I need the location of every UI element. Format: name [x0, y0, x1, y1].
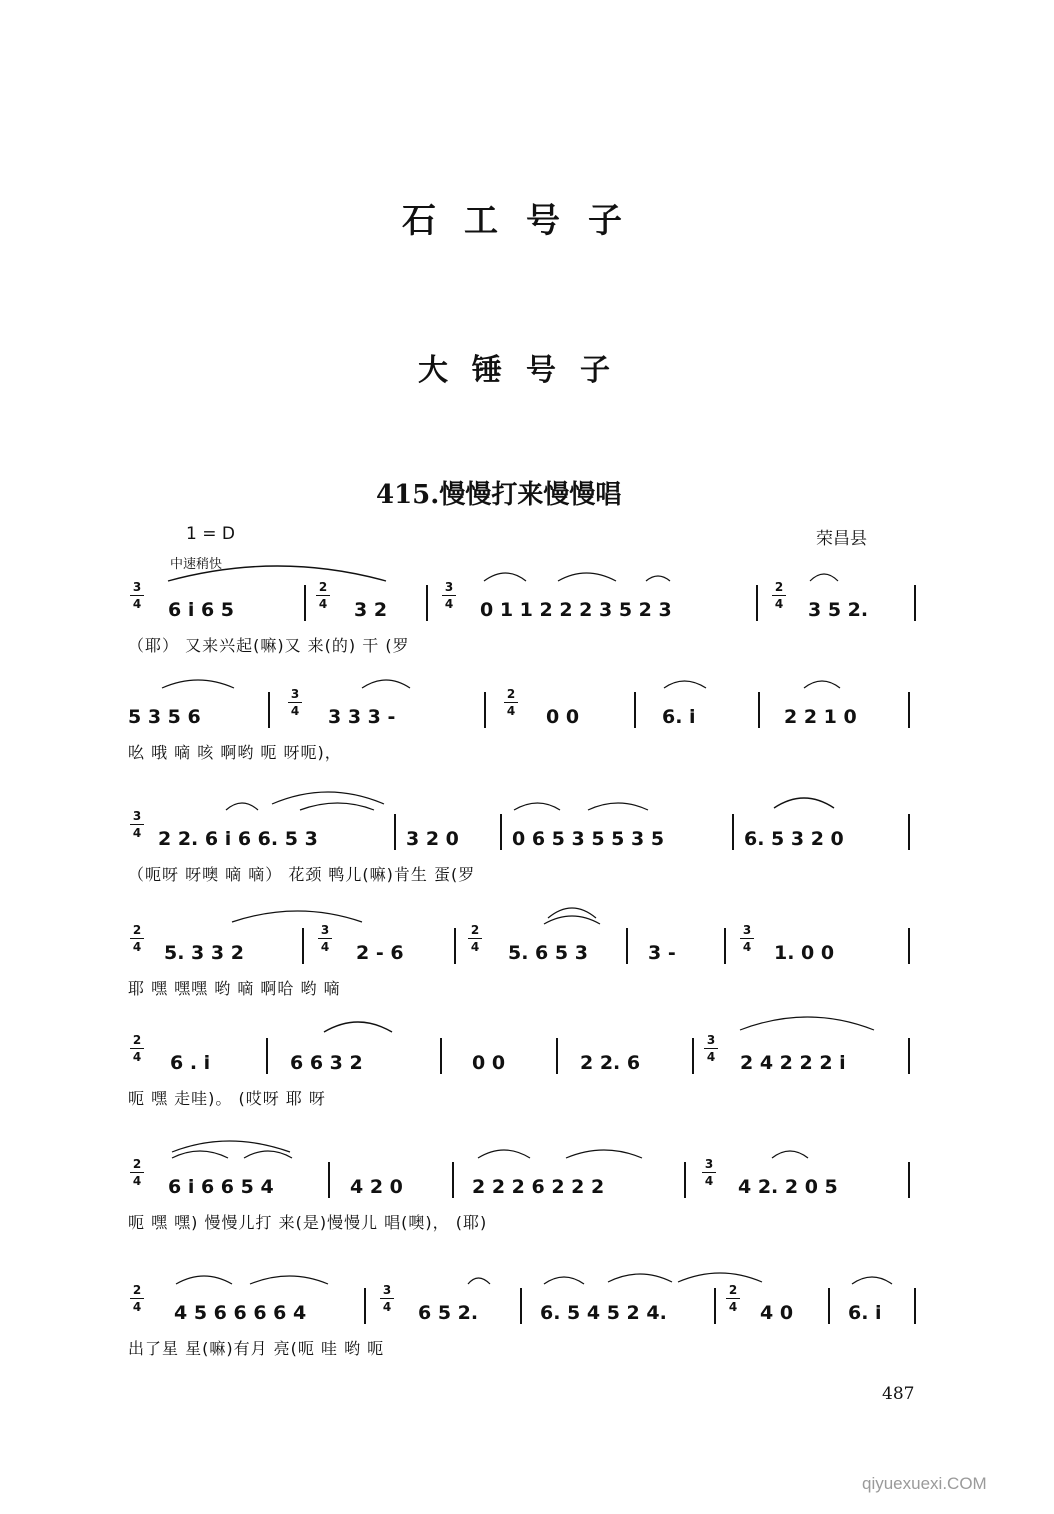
section-title: 大锤号子: [418, 353, 634, 388]
category-title: 石工号子: [402, 201, 650, 241]
slur-marks: [128, 658, 918, 698]
notes-token: 2 2. 6: [580, 1052, 641, 1074]
notation-row: [128, 580, 918, 627]
notes-token: 3 2: [354, 599, 388, 621]
time-signature: 2 4: [130, 1032, 144, 1065]
time-signature: 2 4: [468, 922, 482, 955]
region-label: 荣昌县: [816, 529, 867, 549]
notation-row: [128, 809, 918, 856]
notation-row: [128, 923, 918, 970]
notes-token: 3 3 3 -: [328, 706, 396, 728]
notes-token: 4 2 0: [350, 1176, 403, 1198]
time-signature: 2 4: [130, 1156, 144, 1189]
slur-marks: [128, 1004, 918, 1044]
lyric-row: 呃 嘿 走哇)。 (哎呀 耶 呀: [128, 1089, 326, 1108]
notes-token: 3 5 2.: [808, 599, 869, 621]
lyric-row: （耶） 又来兴起(嘛)又 来(的) 干 (罗: [128, 636, 410, 655]
notation-row: [128, 1033, 918, 1080]
notes-token: 6. i: [662, 706, 696, 728]
notes-token: 6 5 2.: [418, 1302, 479, 1324]
time-signature: 3 4: [318, 922, 332, 955]
notes-token: 5 3 5 6: [128, 706, 201, 728]
slur-marks: [128, 780, 918, 820]
slur-marks: [128, 894, 918, 934]
notation-row: [128, 687, 918, 734]
notes-token: 1. 0 0: [774, 942, 835, 964]
time-signature: 3 4: [704, 1032, 718, 1065]
notes-token: 6. 5 3 2 0: [744, 828, 844, 850]
lyric-row: 呃 嘿 嘿) 慢慢儿打 来(是)慢慢儿 唱(噢)， (耶): [128, 1213, 488, 1232]
time-signature: 2 4: [772, 579, 786, 612]
notes-token: 6. i: [848, 1302, 882, 1324]
notes-token: 4 2. 2 0 5: [738, 1176, 838, 1198]
key-signature: 1 = D: [186, 524, 235, 544]
notes-token: 0 0: [546, 706, 580, 728]
slur-marks: [128, 1128, 918, 1168]
notes-token: 0 6 5 3 5 5 3 5: [512, 828, 665, 850]
notes-token: 0 1 1 2 2 2 3 5 2 3: [480, 599, 672, 621]
notes-token: 2 2 2 6 2 2 2: [472, 1176, 605, 1198]
time-signature: 2 4: [130, 922, 144, 955]
notation-row: [128, 1283, 918, 1330]
notes-token: 5. 3 3 2: [164, 942, 244, 964]
time-signature: 2 4: [130, 1282, 144, 1315]
tempo-marking: 中速稍快: [170, 557, 223, 572]
lyric-row: 出了星 星(嘛)有月 亮(呃 哇 哟 呃: [128, 1339, 385, 1358]
time-signature: 3 4: [130, 808, 144, 841]
notes-token: 5. 6 5 3: [508, 942, 588, 964]
lyric-row: 吆 哦 嘀 咳 啊哟 呃 呀呃)，: [128, 743, 342, 762]
notes-token: 6 6 3 2: [290, 1052, 363, 1074]
time-signature: 3 4: [130, 579, 144, 612]
notes-token: 6 . i: [170, 1052, 211, 1074]
time-signature: 3 4: [702, 1156, 716, 1189]
notes-token: 6 i 6 6 5 4: [168, 1176, 274, 1198]
time-signature: 3 4: [288, 686, 302, 719]
slur-marks: [128, 551, 918, 591]
time-signature: 3 4: [442, 579, 456, 612]
notation-row: [128, 1157, 918, 1204]
notes-token: 3 -: [648, 942, 676, 964]
notes-token: 4 5 6 6 6 6 4: [174, 1302, 307, 1324]
time-signature: 3 4: [740, 922, 754, 955]
notes-token: 2 - 6: [356, 942, 404, 964]
notes-token: 0 0: [472, 1052, 506, 1074]
notes-token: 6 i 6 5: [168, 599, 235, 621]
time-signature: 2 4: [316, 579, 330, 612]
time-signature: 2 4: [726, 1282, 740, 1315]
score-line-7: [0, 1283, 1054, 1396]
lyric-row: 耶 嘿 嘿嘿 哟 嘀 啊哈 哟 嘀: [128, 979, 341, 998]
notes-token: 2 2 1 0: [784, 706, 857, 728]
song-title: 415.慢慢打来慢慢唱: [376, 480, 622, 510]
notes-token: 3 2 0: [406, 828, 459, 850]
time-signature: 3 4: [380, 1282, 394, 1315]
watermark: qiyuexuexi.COM: [862, 1474, 987, 1493]
notes-token: 2 4 2 2 2 i: [740, 1052, 846, 1074]
notes-token: 4 0: [760, 1302, 794, 1324]
page-number: 487: [882, 1384, 915, 1404]
slur-marks: [128, 1254, 918, 1294]
notes-token: 6. 5 4 5 2 4.: [540, 1302, 667, 1324]
time-signature: 2 4: [504, 686, 518, 719]
notes-token: 2 2. 6 i 6 6. 5 3: [158, 828, 318, 850]
lyric-row: （呃呀 呀噢 嘀 嘀） 花颈 鸭儿(嘛)肯生 蛋(罗: [128, 865, 476, 884]
